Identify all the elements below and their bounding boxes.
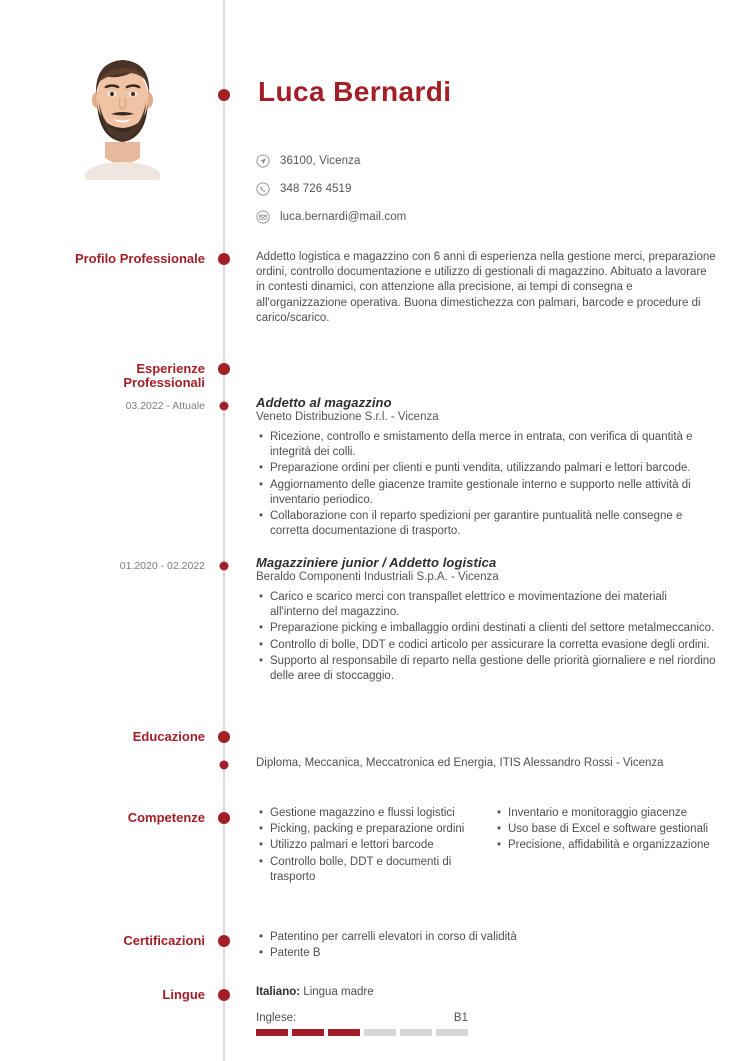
- timeline-dot-languages: [218, 989, 230, 1001]
- language-native-label: Italiano:: [256, 986, 301, 998]
- list-item: • Patentino per carrelli elevatori in corso di validità: [270, 930, 716, 945]
- list-item: • Gestione magazzino e flussi logistici: [270, 806, 476, 821]
- list-item: • Collaborazione con il reparto spedizioni per garantire puntualità nelle consegne e corretta documentazione di trasporto.: [270, 509, 716, 539]
- timeline-dot-education-item-0: [220, 761, 229, 770]
- contact-email: [256, 204, 576, 230]
- section-heading-languages: Lingue: [162, 987, 205, 1002]
- language-label-0: Inglese:: [256, 1012, 297, 1024]
- contact-phone-text: 348 726 4519: [280, 183, 352, 195]
- list-item: • Preparazione ordini per clienti e punti vendita, utilizzando palmari e lettori barcode.: [270, 461, 716, 476]
- list-item: • Controllo bolle, DDT e documenti di trasporto: [270, 855, 476, 885]
- page-title: Luca Bernardi: [258, 76, 452, 107]
- profile-text: Addetto logistica e magazzino con 6 anni di esperienza nella gestione merci, preparazione ordini, controllo documentazione e utilizzo di gestionali di magazzino. Abituato a lavorare in contesti dinamici, con attenzione alla precisione, ai tempi di consegna e all'organizzazione operativa. Buona dimestichezza con palmari, barcode e procedure di carico/scarico.: [256, 251, 716, 324]
- timeline-dot-skills: [218, 812, 230, 824]
- section-heading-experience-line2: Professionali: [123, 375, 205, 390]
- profile-photo: [75, 38, 170, 180]
- section-certifications: [256, 930, 716, 962]
- timeline-dot-name: [218, 89, 230, 101]
- list-item: • Precisione, affidabilità e organizzazione: [508, 838, 714, 853]
- language-item-0: [256, 1012, 468, 1036]
- email-icon: [256, 210, 270, 224]
- timeline-line: [223, 0, 225, 1061]
- section-profile: [256, 250, 716, 326]
- contact-location-text: 36100, Vicenza: [280, 155, 361, 167]
- section-skills: [256, 806, 716, 886]
- list-item: • Utilizzo palmari e lettori barcode: [270, 838, 476, 853]
- experience-title-0: Addetto al magazzino: [256, 395, 392, 410]
- experience-date-1: 01.2020 - 02.2022: [119, 560, 205, 572]
- proficiency-segment: [400, 1029, 432, 1036]
- list-item: • Supporto al responsabile di reparto nella gestione delle priorità giornaliere e nel riordino delle aree di stoccaggio.: [270, 654, 716, 684]
- language-level-0: B1: [453, 1012, 468, 1024]
- list-item: • Ricezione, controllo e smistamento della merce in entrata, con verifica di quantità e integrità dei colli.: [270, 430, 716, 460]
- contact-list: [256, 148, 576, 232]
- proficiency-segment: [328, 1029, 360, 1036]
- contact-phone: [256, 176, 576, 202]
- section-heading-experience: [0, 362, 205, 390]
- experience-title-1: Magazziniere junior / Addetto logistica: [256, 555, 497, 570]
- timeline-dot-experience-item-0: [220, 402, 229, 411]
- experience-company-0: Veneto Distribuzione S.r.l. - Vicenza: [256, 411, 439, 423]
- proficiency-segment: [436, 1029, 468, 1036]
- list-item: • Controllo di bolle, DDT e codici articolo per assicurare la corretta evasione degli ordini.: [270, 638, 716, 653]
- section-heading-education: Educazione: [132, 729, 205, 744]
- skills-column-right: [494, 806, 714, 886]
- proficiency-segment: [256, 1029, 288, 1036]
- contact-location: [256, 148, 576, 174]
- timeline-dot-education: [218, 731, 230, 743]
- list-item: • Carico e scarico merci con transpallet elettrico e movimentazione dei materiali all'interno del magazzino.: [270, 590, 716, 620]
- language-native: [256, 986, 716, 998]
- timeline-dot-experience-item-1: [220, 562, 229, 571]
- proficiency-segment: [292, 1029, 324, 1036]
- contact-email-text: luca.bernardi@mail.com: [280, 211, 407, 223]
- timeline-dot-experience: [218, 363, 230, 375]
- location-icon: [256, 154, 270, 168]
- list-item: • Picking, packing e preparazione ordini: [270, 822, 476, 837]
- timeline-dot-profile: [218, 253, 230, 265]
- list-item: • Aggiornamento delle giacenze tramite gestionale interno e supporto nelle attività di inventario periodico.: [270, 478, 716, 508]
- skills-column-left: [256, 806, 476, 886]
- experience-company-1: Beraldo Componenti Industriali S.p.A. - Vicenza: [256, 571, 499, 583]
- section-heading-experience-line1: Esperienze: [136, 361, 205, 376]
- section-languages: [256, 986, 716, 1036]
- section-heading-skills: Competenze: [127, 810, 205, 825]
- section-heading-profile: Profilo Professionale: [74, 251, 205, 266]
- list-item: • Inventario e monitoraggio giacenze: [508, 806, 714, 821]
- list-item: • Patente B: [270, 946, 716, 961]
- experience-item-1: [256, 555, 716, 685]
- language-native-value: Lingua madre: [303, 986, 374, 998]
- list-item: • Preparazione picking e imballaggio ordini destinati a clienti del settore metalmeccanico.: [270, 621, 716, 636]
- phone-icon: [256, 182, 270, 196]
- education-item-0: Diploma, Meccanica, Meccatronica ed Energia, ITIS Alessandro Rossi - Vicenza: [256, 757, 664, 769]
- list-item: • Uso base di Excel e software gestionali: [508, 822, 714, 837]
- experience-bullets-1: [256, 590, 716, 684]
- language-proficiency-bar-0: [256, 1029, 468, 1036]
- experience-bullets-0: [256, 430, 716, 539]
- experience-date-0: 03.2022 - Attuale: [125, 400, 205, 412]
- timeline-dot-certifications: [218, 935, 230, 947]
- proficiency-segment: [364, 1029, 396, 1036]
- section-education: [256, 756, 716, 771]
- experience-item-0: [256, 395, 716, 540]
- section-heading-certifications: Certificazioni: [123, 933, 205, 948]
